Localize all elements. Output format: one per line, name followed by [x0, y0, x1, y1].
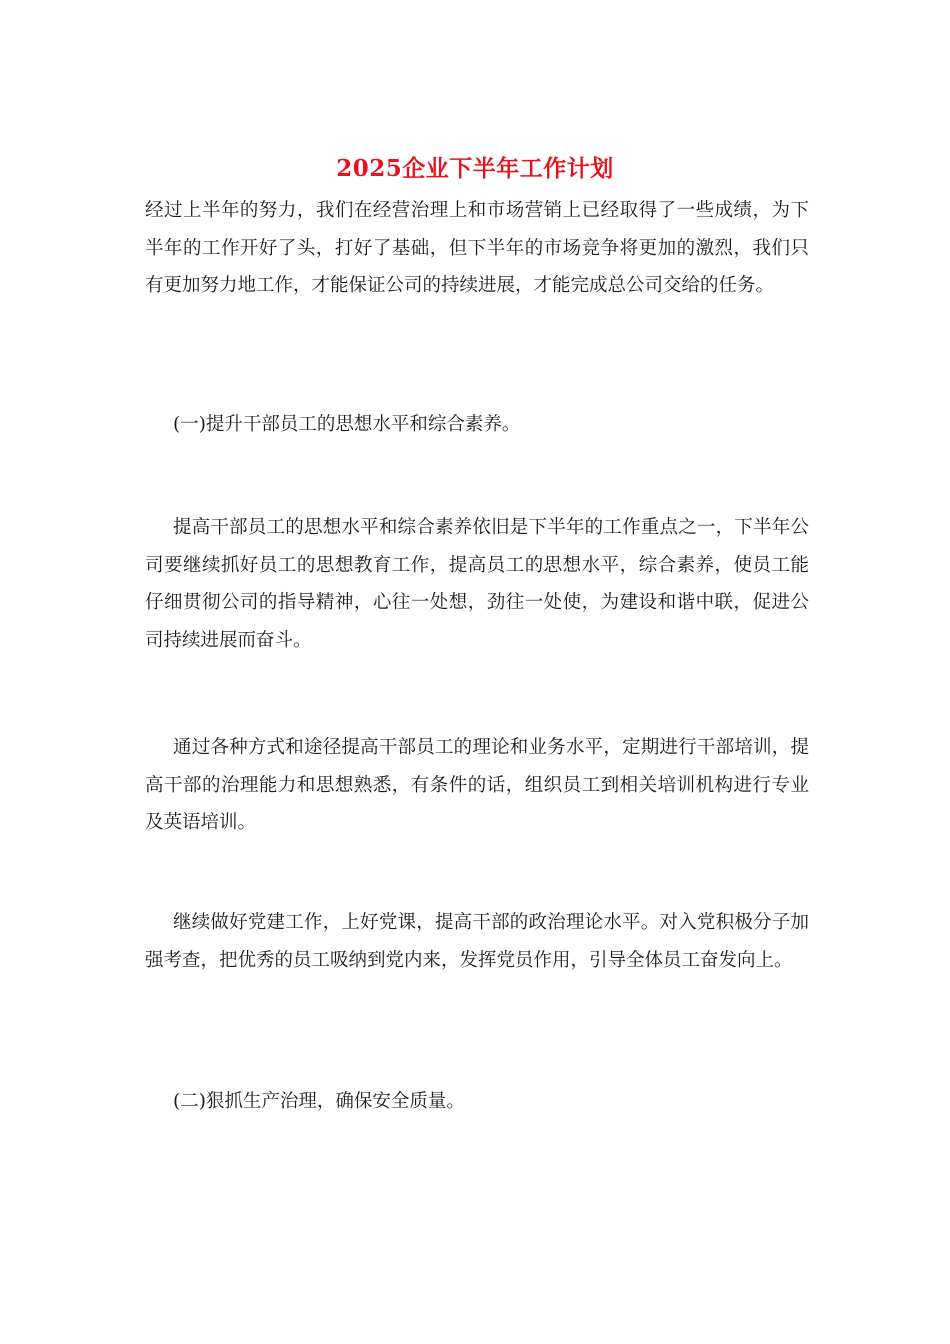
- body-paragraph-2: 通过各种方式和途径提高干部员工的理论和业务水平，定期进行干部培训，提高干部的治理能力和思想熟悉，有条件的话，组织员工到相关培训机构进行专业及英语培训。: [145, 737, 809, 834]
- section-heading-1: (一)提升干部员工的思想水平和综合素养。: [173, 414, 521, 435]
- body-paragraph-3: 继续做好党建工作，上好党课，提高干部的政治理论水平。对入党积极分子加强考查，把优秀的员工吸纳到党内来，发挥党员作用，引导全体员工奋发向上。: [145, 912, 809, 971]
- body-paragraph-1: 提高干部员工的思想水平和综合素养依旧是下半年的工作重点之一，下半年公司要继续抓好员工的思想教育工作，提高员工的思想水平，综合素养，使员工能仔细贯彻公司的指导精神，心往一处想，劲往一处使，为建设和谐中联，促进公司持续进展而奋斗。: [145, 517, 809, 651]
- intro-paragraph: 经过上半年的努力，我们在经营治理上和市场营销上已经取得了一些成绩，为下半年的工作开好了头，打好了基础，但下半年的市场竞争将更加的激烈，我们只有更加努力地工作，才能保证公司的持续进展，才能完成总公司交给的任务。: [145, 200, 809, 297]
- document-title: 2025企业下半年工作计划: [336, 155, 614, 182]
- section-heading-2: (二)狠抓生产治理，确保安全质量。: [173, 1091, 465, 1112]
